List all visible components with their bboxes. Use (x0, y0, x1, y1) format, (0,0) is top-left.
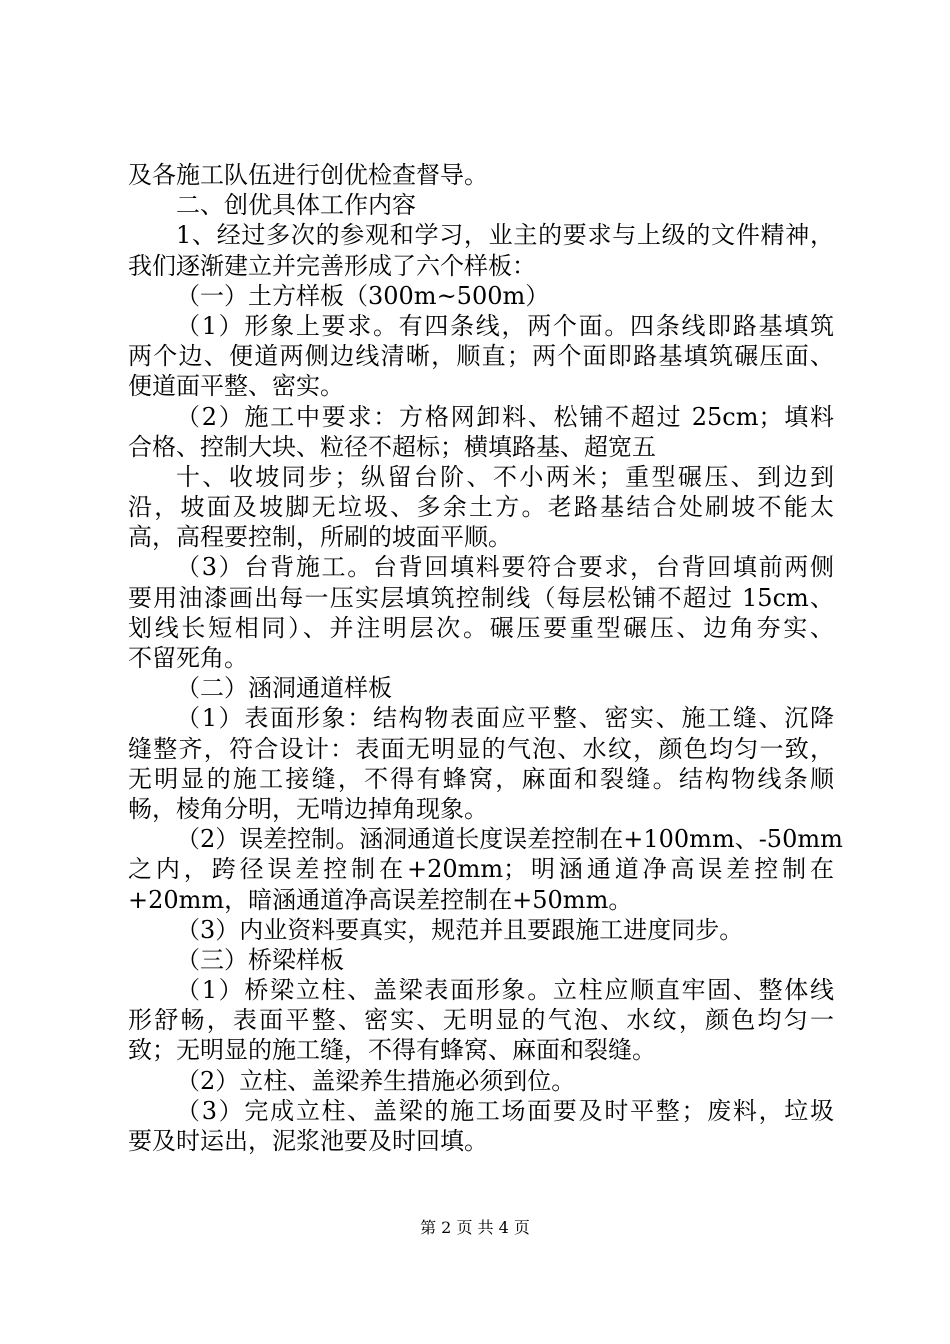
text-line: 不留死角。 (128, 644, 248, 672)
text-line: （1）表面形象：结构物表面应平整、密实、施工缝、沉降 (176, 704, 834, 733)
text-line: 两个边、便道两侧边线清晰，顺直；两个面即路基填筑碾压面、 (128, 342, 834, 371)
text-line: 划线长短相同）、并注明层次。碾压要重型碾压、边角夯实、 (128, 613, 834, 642)
text-line: （2）立柱、盖梁养生措施必须到位。 (176, 1066, 576, 1095)
text-line: 形舒畅，表面平整、密实、无明显的气泡、水纹，颜色均匀一 (128, 1006, 834, 1035)
text-line: 沿，坡面及坡脚无垃圾、多余土方。老路基结合处刷坡不能太 (128, 493, 834, 522)
text-line: （3）台背施工。台背回填料要符合要求，台背回填前两侧 (176, 553, 834, 582)
text-line: +20mm，暗涵通道净高误差控制在+50mm。 (128, 885, 633, 914)
text-line: 二、创优具体工作内容 (176, 191, 416, 220)
page-footer: 第 2 页 共 4 页 (420, 1218, 530, 1237)
text-line: 1、经过多次的参观和学习，业主的要求与上级的文件精神， (176, 221, 834, 250)
document-body (128, 160, 843, 1156)
text-line: 缝整齐，符合设计：表面无明显的气泡、水纹，颜色均匀一致， (128, 734, 834, 763)
text-line: （2）施工中要求：方格网卸料、松铺不超过 25cm；填料 (176, 402, 834, 431)
text-line: 之内，跨径误差控制在+20mm；明涵通道净高误差控制在 (128, 855, 834, 884)
text-line: 便道面平整、密实。 (128, 372, 344, 401)
text-line: 要及时运出，泥浆池要及时回填。 (128, 1127, 488, 1155)
text-line: 致；无明显的施工缝，不得有蜂窝、麻面和裂缝。 (128, 1036, 656, 1065)
text-line: （二）涵洞通道样板 (176, 674, 392, 703)
text-line: 畅，棱角分明，无啃边掉角现象。 (128, 794, 488, 823)
text-line: 无明显的施工接缝，不得有蜂窝，麻面和裂缝。结构物线条顺 (128, 764, 834, 793)
text-line: 十、收坡同步；纵留台阶、不小两米；重型碾压、到边到 (176, 462, 834, 491)
text-line: 要用油漆画出每一压实层填筑控制线（每层松铺不超过 15cm、 (128, 583, 834, 612)
text-line: （2）误差控制。涵洞通道长度误差控制在+100mm、-50mm (176, 825, 843, 854)
text-line: 高，高程要控制，所刷的坡面平顺。 (128, 523, 512, 552)
text-line: 合格、控制大块、粒径不超标；横填路基、超宽五 (128, 432, 656, 461)
text-line: （1）形象上要求。有四条线，两个面。四条线即路基填筑 (176, 311, 834, 340)
text-line: （一）土方样板（300m~500m） (176, 281, 550, 310)
text-line: （3）内业资料要真实，规范并且要跟施工进度同步。 (176, 915, 744, 944)
text-line: 及各施工队伍进行创优检查督导。 (128, 161, 488, 189)
text-line: （三）桥梁样板 (176, 945, 344, 974)
text-line: 我们逐渐建立并完善形成了六个样板： (128, 251, 536, 280)
text-line: （1）桥梁立柱、盖梁表面形象。立柱应顺直牢固、整体线 (176, 976, 834, 1005)
text-line: （3）完成立柱、盖梁的施工场面要及时平整；废料，垃圾 (176, 1096, 834, 1125)
